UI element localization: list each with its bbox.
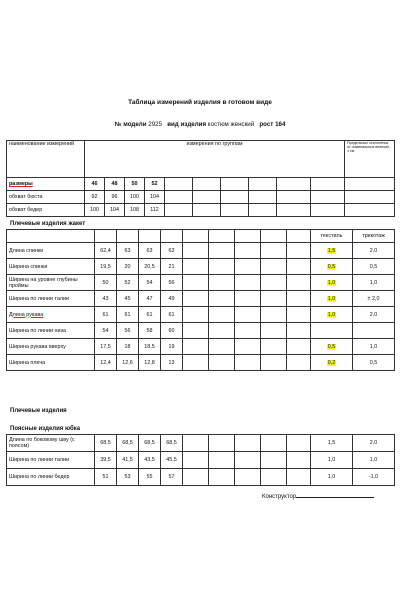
value-cell: 61 bbox=[139, 307, 161, 323]
row-name bbox=[7, 323, 95, 339]
value-cell: 47 bbox=[139, 291, 161, 307]
empty-cell bbox=[277, 178, 311, 191]
empty-cell bbox=[287, 339, 311, 355]
table-row bbox=[7, 355, 395, 371]
textile-value: 0,5 bbox=[327, 343, 336, 350]
table-row bbox=[7, 435, 395, 452]
row-name bbox=[7, 291, 95, 307]
textile-tolerance bbox=[311, 435, 353, 452]
empty-cell bbox=[345, 204, 395, 217]
table-row bbox=[7, 275, 395, 291]
empty-cell bbox=[249, 191, 277, 204]
section-shoulder-title: Плечевые изделия bbox=[10, 408, 67, 414]
empty-cell bbox=[235, 259, 261, 275]
empty-cell bbox=[311, 204, 345, 217]
textile-value: 1,5 bbox=[327, 247, 336, 254]
textile-header: текстиль bbox=[311, 230, 353, 243]
signature-line bbox=[296, 492, 374, 498]
empty-cell bbox=[209, 452, 235, 469]
row-name: обхват бедер bbox=[7, 204, 85, 217]
empty-cell bbox=[209, 469, 235, 486]
empty-cell bbox=[209, 243, 235, 259]
value-cell: 57 bbox=[161, 469, 183, 486]
row-name-text: Длина спинки bbox=[9, 247, 44, 254]
empty-cell bbox=[277, 204, 311, 217]
value-cell: 60 bbox=[161, 323, 183, 339]
empty-cell bbox=[183, 355, 209, 371]
empty-cell bbox=[287, 452, 311, 469]
table-row bbox=[7, 452, 395, 469]
textile-tolerance bbox=[311, 339, 353, 355]
textile-value: 1,0 bbox=[327, 311, 336, 318]
value-cell: 53 bbox=[117, 469, 139, 486]
empty-cell bbox=[235, 452, 261, 469]
table-row bbox=[7, 323, 395, 339]
value-cell: 63 bbox=[139, 243, 161, 259]
empty-cell bbox=[287, 355, 311, 371]
value-cell: 62,4 bbox=[95, 243, 117, 259]
value-cell: 50 bbox=[95, 275, 117, 291]
empty-cell bbox=[235, 291, 261, 307]
textile-tolerance bbox=[311, 243, 353, 259]
row-name-text: Ширина по линии бедер bbox=[9, 474, 70, 480]
textile-tolerance bbox=[311, 259, 353, 275]
empty-cell bbox=[287, 307, 311, 323]
table-row bbox=[7, 291, 395, 307]
row-name bbox=[7, 243, 95, 259]
knit-tolerance: 0,5 bbox=[353, 259, 395, 275]
row-name: обхват бюста bbox=[7, 191, 85, 204]
value-cell: 19,5 bbox=[95, 259, 117, 275]
empty-cell bbox=[261, 435, 287, 452]
row-name-text: Ширина по линии талии bbox=[9, 457, 70, 463]
row-name bbox=[7, 355, 95, 371]
empty-cell bbox=[183, 259, 209, 275]
empty-cell bbox=[287, 291, 311, 307]
model-number: 2925 bbox=[148, 121, 163, 128]
empty-cell bbox=[235, 307, 261, 323]
size-cell: 52 bbox=[145, 178, 165, 191]
empty-cell bbox=[183, 469, 209, 486]
knit-tolerance: 2,0 bbox=[353, 307, 395, 323]
height-value: 164 bbox=[275, 121, 286, 128]
knit-tolerance: 2,0 bbox=[353, 243, 395, 259]
value-cell: 61 bbox=[161, 307, 183, 323]
empty-cell bbox=[183, 275, 209, 291]
empty-cell bbox=[193, 191, 221, 204]
empty-cell bbox=[183, 230, 209, 243]
constructor-signature bbox=[262, 492, 374, 500]
empty-cell bbox=[209, 230, 235, 243]
empty-cell bbox=[261, 323, 287, 339]
value-cell: 55 bbox=[139, 469, 161, 486]
row-name-text: Длина по боковому шву (с поясом) bbox=[9, 437, 75, 449]
textile-value: 0,5 bbox=[327, 263, 336, 270]
value-cell: 49 bbox=[161, 291, 183, 307]
document-subtitle bbox=[0, 121, 400, 128]
table-row bbox=[7, 469, 395, 486]
textile-value: 1,0 bbox=[327, 295, 336, 302]
value-cell: 96 bbox=[105, 191, 125, 204]
empty-cell bbox=[261, 275, 287, 291]
value-cell: 19 bbox=[161, 339, 183, 355]
value-cell: 20,5 bbox=[139, 259, 161, 275]
value-cell: 12,6 bbox=[117, 355, 139, 371]
value-cell: 63 bbox=[161, 243, 183, 259]
textile-tolerance bbox=[311, 323, 353, 339]
value-cell: 68,5 bbox=[161, 435, 183, 452]
value-cell: 68,5 bbox=[95, 435, 117, 452]
value-cell: 20 bbox=[117, 259, 139, 275]
empty-cell bbox=[261, 230, 287, 243]
document-title: Таблица измерений изделия в готовом виде bbox=[128, 99, 272, 106]
empty-cell bbox=[209, 275, 235, 291]
empty-cell bbox=[277, 191, 311, 204]
knit-header: трикотаж bbox=[353, 230, 395, 243]
empty-cell bbox=[183, 291, 209, 307]
empty-cell bbox=[165, 204, 193, 217]
row-name-text: Ширина по линии низа bbox=[9, 327, 66, 334]
empty-cell bbox=[261, 339, 287, 355]
textile-tolerance bbox=[311, 469, 353, 486]
value-cell: 41,5 bbox=[117, 452, 139, 469]
value-cell: 18,5 bbox=[139, 339, 161, 355]
empty-cell bbox=[221, 204, 249, 217]
empty-cell bbox=[287, 435, 311, 452]
row-name-text: Ширина рукава вверху bbox=[9, 343, 66, 350]
row-name bbox=[7, 339, 95, 355]
knit-tolerance: 1,0 bbox=[353, 275, 395, 291]
empty-cell bbox=[235, 230, 261, 243]
empty-cell bbox=[345, 191, 395, 204]
item-label: вид изделия bbox=[167, 121, 207, 128]
table-row bbox=[7, 259, 395, 275]
empty-cell bbox=[235, 435, 261, 452]
model-label: № модели bbox=[114, 121, 147, 128]
jacket-table bbox=[6, 229, 395, 371]
value-cell: 51 bbox=[95, 469, 117, 486]
textile-tolerance bbox=[311, 307, 353, 323]
empty-cell bbox=[95, 230, 117, 243]
textile-value: 0,2 bbox=[327, 359, 336, 366]
value-cell: 56 bbox=[161, 275, 183, 291]
empty-cell bbox=[209, 307, 235, 323]
row-name-text: Ширина спинки bbox=[9, 263, 48, 270]
row-name bbox=[7, 469, 95, 486]
empty-cell bbox=[209, 291, 235, 307]
row-name-text: Ширина на уровне глубины проймы bbox=[9, 276, 78, 289]
table-row bbox=[7, 339, 395, 355]
value-cell: 54 bbox=[95, 323, 117, 339]
value-cell: 61 bbox=[117, 307, 139, 323]
row-name bbox=[7, 452, 95, 469]
empty-cell bbox=[287, 469, 311, 486]
empty-cell bbox=[183, 243, 209, 259]
empty-cell bbox=[165, 178, 193, 191]
empty-cell bbox=[261, 259, 287, 275]
textile-tolerance bbox=[311, 355, 353, 371]
textile-tolerance bbox=[311, 291, 353, 307]
size-cell: 46 bbox=[85, 178, 105, 191]
value-cell: 104 bbox=[145, 191, 165, 204]
value-cell: 39,5 bbox=[95, 452, 117, 469]
knit-tolerance: 1,0 bbox=[353, 339, 395, 355]
empty-cell bbox=[311, 191, 345, 204]
knit-tolerance: 2,0 bbox=[353, 435, 395, 452]
row-name bbox=[7, 435, 95, 452]
empty-cell bbox=[139, 230, 161, 243]
height-label: рост bbox=[259, 121, 274, 128]
empty-cell bbox=[193, 204, 221, 217]
empty-cell bbox=[183, 339, 209, 355]
row-name bbox=[7, 259, 95, 275]
empty-cell bbox=[287, 259, 311, 275]
empty-cell bbox=[287, 275, 311, 291]
value-cell: 45,5 bbox=[161, 452, 183, 469]
size-cell: 50 bbox=[125, 178, 145, 191]
value-cell: 63 bbox=[117, 243, 139, 259]
empty-cell bbox=[183, 307, 209, 323]
value-cell: 12,4 bbox=[95, 355, 117, 371]
empty-cell bbox=[183, 323, 209, 339]
textile-value: 1,0 bbox=[327, 474, 336, 480]
item-type: костюм женский bbox=[207, 121, 255, 128]
textile-value: 1,0 bbox=[327, 279, 336, 286]
empty-cell bbox=[261, 291, 287, 307]
empty-cell bbox=[209, 259, 235, 275]
empty-cell bbox=[7, 230, 95, 243]
empty-cell bbox=[261, 307, 287, 323]
empty-cell bbox=[183, 452, 209, 469]
empty-cell bbox=[209, 355, 235, 371]
table-row bbox=[7, 307, 395, 323]
value-cell: 13 bbox=[161, 355, 183, 371]
empty-cell bbox=[235, 275, 261, 291]
empty-cell bbox=[235, 469, 261, 486]
value-cell: 100 bbox=[125, 191, 145, 204]
knit-tolerance: 0,5 bbox=[353, 355, 395, 371]
textile-tolerance bbox=[311, 275, 353, 291]
textile-tolerance bbox=[311, 452, 353, 469]
empty-cell bbox=[209, 339, 235, 355]
value-cell: 17,5 bbox=[95, 339, 117, 355]
sizes-label: размеры bbox=[7, 178, 85, 191]
empty-cell bbox=[345, 178, 395, 191]
knit-tolerance bbox=[353, 323, 395, 339]
sizes-table bbox=[6, 140, 395, 217]
value-cell: 68,5 bbox=[117, 435, 139, 452]
skirt-table bbox=[6, 434, 395, 486]
empty-cell bbox=[161, 230, 183, 243]
value-cell: 92 bbox=[85, 191, 105, 204]
empty-cell bbox=[287, 230, 311, 243]
value-cell: 21 bbox=[161, 259, 183, 275]
value-cell: 45 bbox=[117, 291, 139, 307]
textile-value: 1,5 bbox=[327, 440, 336, 446]
name-header: наименование измерений bbox=[7, 141, 85, 178]
empty-cell bbox=[235, 243, 261, 259]
empty-cell bbox=[287, 243, 311, 259]
empty-cell bbox=[221, 191, 249, 204]
row-name-text: Ширина плеча bbox=[9, 359, 46, 366]
empty-cell bbox=[209, 323, 235, 339]
row-name-text: Ширина по линии талии bbox=[9, 295, 70, 302]
tolerance-header: Предельные отклонения от номинальных величин, ± см bbox=[345, 141, 395, 178]
value-cell: 54 bbox=[139, 275, 161, 291]
value-cell: 52 bbox=[117, 275, 139, 291]
empty-cell bbox=[165, 191, 193, 204]
row-name bbox=[7, 307, 95, 323]
knit-tolerance: ± 2,0 bbox=[353, 291, 395, 307]
groups-header: измерения по группам bbox=[85, 141, 345, 178]
size-cell: 48 bbox=[105, 178, 125, 191]
empty-cell bbox=[261, 243, 287, 259]
empty-cell bbox=[261, 355, 287, 371]
empty-cell bbox=[221, 178, 249, 191]
empty-cell bbox=[287, 323, 311, 339]
empty-cell bbox=[117, 230, 139, 243]
value-cell: 43 bbox=[95, 291, 117, 307]
empty-cell bbox=[249, 178, 277, 191]
knit-tolerance: 1,0 bbox=[353, 452, 395, 469]
value-cell: 61 bbox=[95, 307, 117, 323]
empty-cell bbox=[261, 452, 287, 469]
table-row bbox=[7, 243, 395, 259]
value-cell: 100 bbox=[85, 204, 105, 217]
empty-cell bbox=[235, 339, 261, 355]
empty-cell bbox=[209, 435, 235, 452]
knit-tolerance: -1,0 bbox=[353, 469, 395, 486]
value-cell: 58 bbox=[139, 323, 161, 339]
value-cell: 104 bbox=[105, 204, 125, 217]
value-cell: 12,8 bbox=[139, 355, 161, 371]
empty-cell bbox=[235, 323, 261, 339]
empty-cell bbox=[261, 469, 287, 486]
section-jacket-title: Плечевые изделия жакет bbox=[10, 221, 86, 227]
empty-cell bbox=[193, 178, 221, 191]
value-cell: 68,5 bbox=[139, 435, 161, 452]
value-cell: 43,5 bbox=[139, 452, 161, 469]
constructor-label: Конструктор bbox=[262, 494, 297, 500]
empty-cell bbox=[311, 178, 345, 191]
empty-cell bbox=[183, 435, 209, 452]
row-name bbox=[7, 275, 95, 291]
row-name-text: Длина рукава bbox=[9, 311, 44, 318]
value-cell: 108 bbox=[125, 204, 145, 217]
value-cell: 18 bbox=[117, 339, 139, 355]
empty-cell bbox=[249, 204, 277, 217]
value-cell: 112 bbox=[145, 204, 165, 217]
value-cell: 56 bbox=[117, 323, 139, 339]
empty-cell bbox=[235, 355, 261, 371]
textile-value: 1,0 bbox=[327, 457, 336, 463]
section-skirt-title: Поясные изделия юбка bbox=[10, 426, 81, 432]
